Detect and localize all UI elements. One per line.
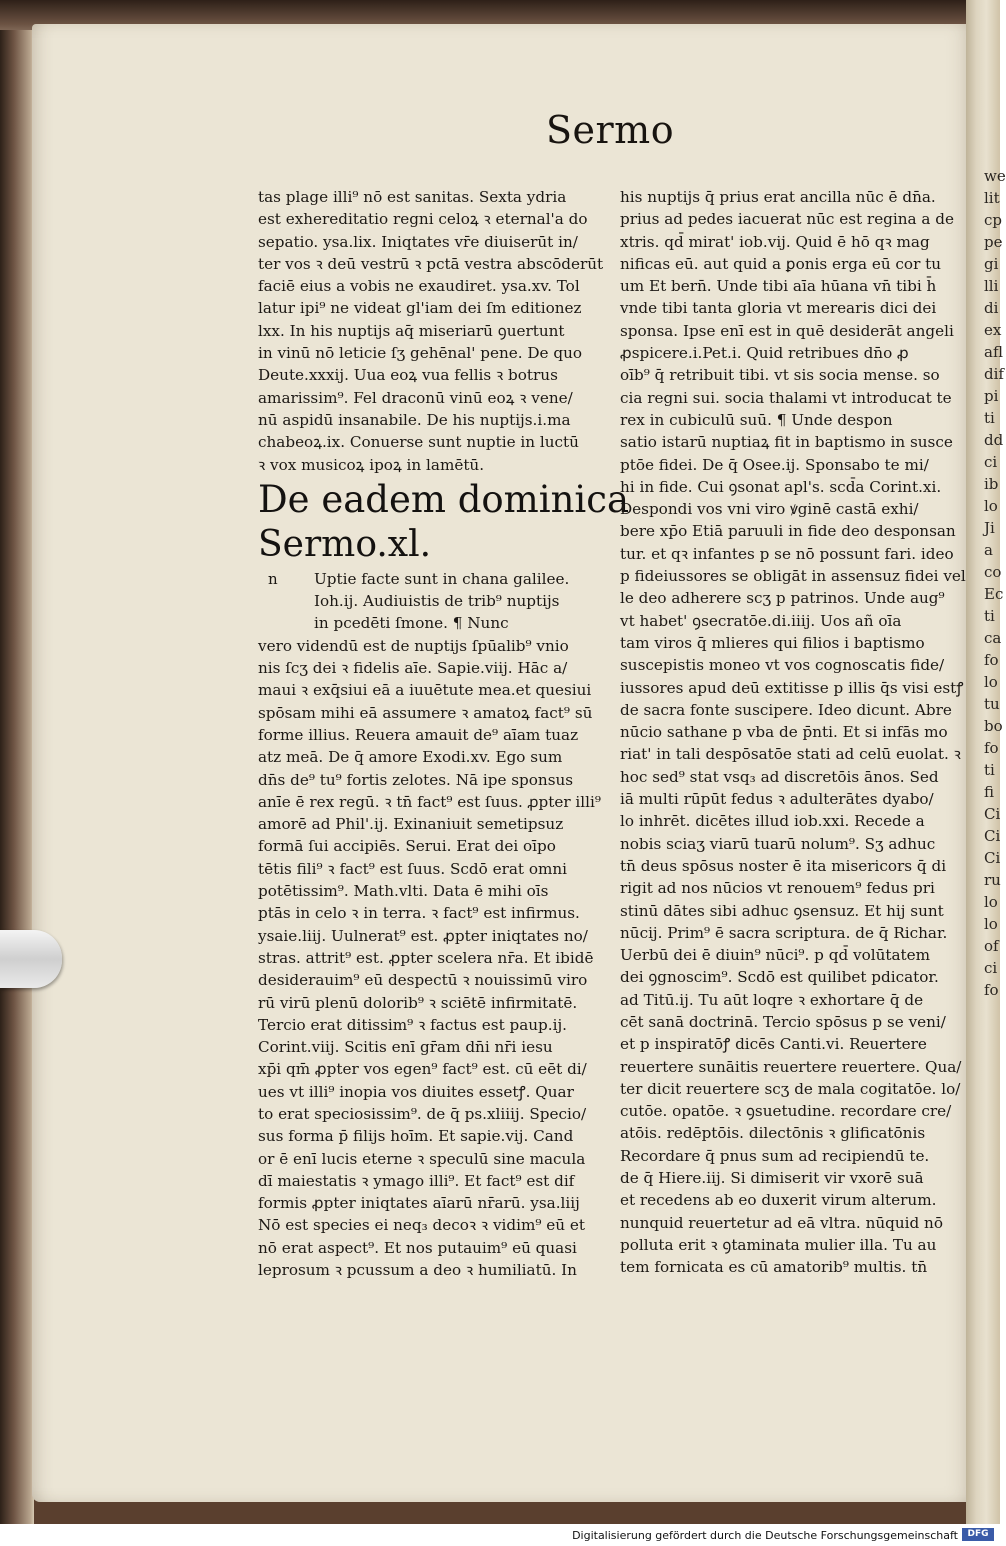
- text-line: cia regni sui. socia thalami vt introducat te: [620, 388, 952, 407]
- text-line: tam viros q̄ mlieres qui filios i baptismo: [620, 633, 925, 652]
- margin-fragment: dif: [984, 365, 1004, 383]
- margin-fragment: afl: [984, 343, 1003, 361]
- text-line: iussores apud deū extitisse p illis q̄s visi estꝭ: [620, 678, 964, 697]
- left-column: [258, 186, 630, 1281]
- margin-fragment: ci: [984, 453, 998, 471]
- text-line: cēt sanā doctrinā. Tercio spōsus p se veni/: [620, 1012, 946, 1031]
- indented-lines: [258, 568, 588, 635]
- margin-fragment: cp: [984, 211, 1003, 229]
- text-line: nū aspidū insanabile. De his nuptijs.i.ma: [258, 410, 571, 429]
- margin-fragment: tu: [984, 695, 1000, 713]
- margin-fragment: di: [984, 299, 999, 317]
- text-line: spōsam mihi eā assumere ꝛ amatoꝝ fact⁹ sū: [258, 703, 593, 722]
- margin-fragment: lli: [984, 277, 999, 295]
- text-line: sepatio. ysa.lix. Iniqtates vr̄e diuiserūt in/: [258, 232, 578, 251]
- text-line: xp̄i qm̄ ꝓpter vos egen⁹ fact⁹ est. cū eēt di/: [258, 1060, 587, 1079]
- text-line: sponsa. Ipse enī est in quē desiderāt angeli: [620, 321, 954, 340]
- text-line: et recedens ab eo duxerit virum alterum.: [620, 1191, 937, 1210]
- margin-fragment: bo: [984, 717, 1003, 735]
- text-line: et p inspiratōꝭ dicēs Canti.vi. Reuertere: [620, 1035, 927, 1054]
- text-line: vnde tibi tanta gloria vt merearis dici dei: [620, 299, 937, 318]
- margin-fragment: lo: [984, 497, 998, 515]
- funding-credit: Digitalisierung gefördert durch die Deutsche Forschungsgemeinschaft: [572, 1529, 958, 1542]
- text-line: maui ꝛ exq̄siui eā a iuuētute mea.et quesiui: [258, 681, 592, 700]
- text-line: le deo adherere scʒ p patrinos. Unde aug⁹: [620, 589, 945, 608]
- text-line: ptōe fidei. De q̄ Osee.ij. Sponsabo te mi/: [620, 455, 929, 474]
- margin-fragment: ti: [984, 761, 995, 779]
- text-line: ter dicit reuertere scʒ de mala cogitatōe. lo/: [620, 1079, 961, 1098]
- text-line: bere xp̄o Etiā paruuli in fide deo desponsan: [620, 522, 956, 541]
- text-line: in pcedēti ſmone. ¶ Nunc: [314, 614, 509, 633]
- text-line: tētis fili⁹ ꝛ fact⁹ est ſuus. Scdō erat omni: [258, 859, 568, 878]
- margin-fragment: gi: [984, 255, 999, 273]
- text-line: formis ꝓpter iniqtates aīarū nr̄arū. ysa.liij: [258, 1194, 580, 1213]
- text-line: formā ſui accipiēs. Serui. Erat dei oīpo: [258, 837, 556, 856]
- text-line: rigit ad nos nūcios vt renouem⁹ fedus pri: [620, 879, 935, 898]
- text-line: ter vos ꝛ deū vestrū ꝛ pctā vestra abscōderūt: [258, 254, 604, 273]
- text-line: rū virū plenū dolorib⁹ ꝛ sciētē infirmitatē.: [258, 993, 578, 1012]
- section-heading: De eadem dominica: [258, 477, 630, 521]
- margin-fragment: lit: [984, 189, 1000, 207]
- text-line: est exhereditatio regni celoꝝ ꝛ eternal'a do: [258, 210, 588, 229]
- text-line: leprosum ꝛ pcussum a deo ꝛ humiliatū. In: [258, 1261, 577, 1280]
- text-line: lxx. In his nuptijs aq̄ miseriarū ꝯuertunt: [258, 321, 565, 340]
- text-line: ptās in celo ꝛ in terra. ꝛ fact⁹ est infirmus.: [258, 904, 580, 923]
- text-line: tem fornicata es cū amatorib⁹ multis. tn̄: [620, 1258, 928, 1277]
- text-line: dī maiestatis ꝛ ymago illi⁹. Et fact⁹ est dif: [258, 1171, 575, 1190]
- text-line: hi in fide. Cui ꝯsonat apl's. scd̄a Corint.xi.: [620, 477, 942, 496]
- page-clip: [0, 930, 62, 988]
- margin-fragment: dd: [984, 431, 1004, 449]
- text-line: riat' in tali despōsatōe stati ad celū euolat. ꝛ: [620, 745, 961, 764]
- text-line: to erat speciosissim⁹. de q̄ ps.xliiij. Specio/: [258, 1104, 587, 1123]
- text-line: Uptie facte sunt in chana galilee.: [314, 569, 570, 588]
- margin-fragment: lo: [984, 893, 998, 911]
- text-line: nis ſcʒ dei ꝛ fidelis aīe. Sapie.viij. Hāc a/: [258, 659, 568, 678]
- text-line: stras. attrit⁹ est. ꝓpter scelera nr̄a. Et ibidē: [258, 948, 594, 967]
- text-line: hoc sed⁹ stat vsq₃ ad discretōis ānos. Sed: [620, 767, 939, 786]
- margin-fragment: we: [984, 167, 1006, 185]
- text-line: amorē ad Phil'.ij. Exinaniuit semetipsuz: [258, 815, 564, 834]
- text-line: Nō est species ei neq₃ decoꝛ ꝛ vidim⁹ eū et: [258, 1216, 585, 1235]
- text-line: in vinū nō leticie ſʒ gehēnal' pene. De quo: [258, 344, 583, 363]
- margin-fragment: Ci: [984, 827, 1001, 845]
- sermon-number: Sermo.xl.: [258, 523, 432, 565]
- margin-fragment: co: [984, 563, 1002, 581]
- text-line: nobis sciaʒ viarū tuarū nolum⁹. Sʒ adhuc: [620, 834, 936, 853]
- text-line: anīe ē rex regū. ꝛ tn̄ fact⁹ est ſuus. ꝓpter illi⁹: [258, 792, 601, 811]
- right-column-body-text: [620, 186, 966, 1279]
- margin-fragment: ti: [984, 607, 995, 625]
- margin-fragment: pi: [984, 387, 999, 405]
- text-line: Uerbū dei ē diuin⁹ nūci⁹. p qd̄ volūtatem: [620, 946, 931, 965]
- text-line: or ē enī lucis eterne ꝛ speculū sine macula: [258, 1149, 586, 1168]
- margin-fragment: pe: [984, 233, 1003, 251]
- margin-fragment: ti: [984, 409, 995, 427]
- text-line: vt habet' ꝯsecratōe.di.iiij. Uos añ oīa: [620, 611, 902, 630]
- text-line: tn̄ deus spōsus noster ē ita misericors q̄ di: [620, 856, 947, 875]
- footer-bar: [0, 1524, 1000, 1546]
- text-line: desiderauim⁹ eū despectū ꝛ nouissimū viro: [258, 971, 588, 990]
- text-line: de q̄ Hiere.iij. Si dimiserit vir vxorē suā: [620, 1169, 924, 1188]
- margin-fragment: a: [984, 541, 993, 559]
- text-line: cutōe. opatōe. ꝛ ꝯsuetudine. recordare cre/: [620, 1102, 952, 1121]
- text-line: forme illius. Reuera amauit de⁹ aīam tuaz: [258, 725, 579, 744]
- text-line: suscepistis moneo vt vos cognoscatis fide/: [620, 656, 945, 675]
- margin-fragment: of: [984, 937, 999, 955]
- text-line: dei ꝯgnoscim⁹. Scdō est quilibet pdicator.: [620, 968, 939, 987]
- text-line: prius ad pedes iacuerat nūc est regina a de: [620, 210, 955, 229]
- text-line: vero videndū est de nuptijs ſpūalib⁹ vnio: [258, 636, 569, 655]
- text-line: iā multi rūpūt fedus ꝛ adulterātes dyabo/: [620, 790, 934, 809]
- text-line: his nuptijs q̄ prius erat ancilla nūc ē dn̄a.: [620, 188, 936, 206]
- text-line: ysaie.liij. Uulnerat⁹ est. ꝓpter iniqtates no/: [258, 926, 588, 945]
- text-line: nūcij. Prim⁹ ē sacra scriptura. de q̄ Richar.: [620, 923, 948, 942]
- margin-fragment: ca: [984, 629, 1002, 647]
- text-line: Deute.xxxij. Uua eoꝝ vua fellis ꝛ botrus: [258, 366, 558, 385]
- text-line: ad Titū.ij. Tu aūt loqre ꝛ exhortare q̄ de: [620, 990, 924, 1009]
- text-line: sus forma p̄ filijs hoīm. Et sapie.vij. Cand: [258, 1127, 574, 1146]
- text-line: de sacra fonte suscipere. Ideo dicunt. Abre: [620, 700, 952, 719]
- book-left-edge: [0, 30, 34, 1524]
- initial-letter: n: [268, 569, 278, 588]
- text-line: nō erat aspect⁹. Et nos putauim⁹ eū quasi: [258, 1238, 577, 1257]
- margin-fragment: ru: [984, 871, 1001, 889]
- text-line: nunquid reuertetur ad eā vltra. nūquid nō: [620, 1213, 943, 1232]
- text-line: ꝓspicere.i.Pet.i. Quid retribues dn̄o ꝓ: [620, 344, 909, 363]
- text-line: xtris. qd̄ mirat' iob.vij. Quid ē hō qꝛ mag: [620, 232, 930, 251]
- left-column-body-text: [258, 635, 601, 1282]
- text-line: polluta erit ꝛ ꝯtaminata mulier illa. Tu au: [620, 1235, 937, 1254]
- text-line: Ioh.ij. Audiuistis de trib⁹ nuptijs: [314, 592, 560, 611]
- margin-fragment: ci: [984, 959, 998, 977]
- text-line: nificas eū. aut quid a ꝑonis erga eū cor tu: [620, 254, 942, 273]
- text-line: satio istarū nuptiaꝝ fit in baptismo in susce: [620, 433, 953, 452]
- text-line: Recordare q̄ pnus sum ad recipiendū te.: [620, 1146, 930, 1165]
- margin-fragment: fo: [984, 981, 999, 999]
- text-line: potētissim⁹. Math.vlti. Data ē mihi oīs: [258, 882, 549, 901]
- text-line: stinū dātes sibi adhuc ꝯsensuz. Et hij sunt: [620, 901, 944, 920]
- text-line: um Et bern̄. Unde tibi aīa hūana vn̄ tibi h̄: [620, 277, 937, 296]
- margin-fragment: Ci: [984, 805, 1001, 823]
- margin-fragment: Ji: [984, 519, 995, 537]
- margin-fragment: fi: [984, 783, 995, 801]
- margin-fragment: ib: [984, 475, 999, 493]
- text-line: amarissim⁹. Fel draconū vinū eoꝝ ꝛ vene/: [258, 388, 573, 407]
- text-line: atōis. redēptōis. dilectōnis ꝛ glificatōnis: [620, 1124, 926, 1143]
- margin-fragment: lo: [984, 915, 998, 933]
- initial-block: [258, 568, 588, 635]
- text-line: oīb⁹ q̄ retribuit tibi. vt sis socia mense. so: [620, 366, 940, 385]
- margin-fragment: fo: [984, 739, 999, 757]
- text-line: Corint.viij. Scitis enī gr̄am dn̄i nr̄i iesu: [258, 1038, 553, 1057]
- text-line: rex in cubiculū suū. ¶ Unde despon: [620, 410, 893, 429]
- text-line: faciē eius a vobis ne exaudiret. ysa.xv. Tol: [258, 277, 580, 296]
- page-header: Sermo: [546, 108, 675, 152]
- text-line: dn̄s de⁹ tu⁹ fortis zelotes. Nā ipe sponsus: [258, 770, 574, 789]
- text-line: Despondi vos vni viro ꝟginē castā exhi/: [620, 500, 919, 519]
- text-line: ues vt illi⁹ inopia vos diuites essetꝭ. Quar: [258, 1082, 574, 1101]
- text-line: nūcio sathane p vba de p̄nti. Et si infās mo: [620, 723, 948, 742]
- margin-fragment: fo: [984, 651, 999, 669]
- margin-fragment: lo: [984, 673, 998, 691]
- text-line: ꝛ vox musicoꝝ ipoꝝ in lamētū.: [258, 455, 485, 474]
- margin-fragment: Ec: [984, 585, 1004, 603]
- text-line: atz meā. De q̄ amore Exodi.xv. Ego sum: [258, 748, 563, 767]
- next-page-margin-text: [984, 165, 1006, 1255]
- right-column: [620, 186, 966, 1279]
- text-line: latur ipi⁹ ne videat gl'iam dei ſm editionez: [258, 299, 582, 318]
- text-line: chabeoꝝ.ix. Conuerse sunt nuptie in luctū: [258, 433, 579, 452]
- text-line: lo inhrēt. dicētes illud iob.xxi. Recede a: [620, 812, 925, 831]
- text-line: tas plage illi⁹ nō est sanitas. Sexta ydria: [258, 188, 567, 206]
- text-line: p fideiussores se obligāt in assensuz fidei vel: [620, 567, 966, 586]
- dfg-logo: DFG: [962, 1528, 994, 1541]
- text-line: tur. et qꝛ infantes p se nō possunt fari. ideo: [620, 544, 954, 563]
- left-column-intro-text: [258, 186, 604, 476]
- text-line: reuertere sunāitis reuertere reuertere. Qua/: [620, 1057, 962, 1076]
- margin-fragment: Ci: [984, 849, 1001, 867]
- margin-fragment: ex: [984, 321, 1002, 339]
- text-line: Tercio erat ditissim⁹ ꝛ factus est paup.ij.: [258, 1015, 567, 1034]
